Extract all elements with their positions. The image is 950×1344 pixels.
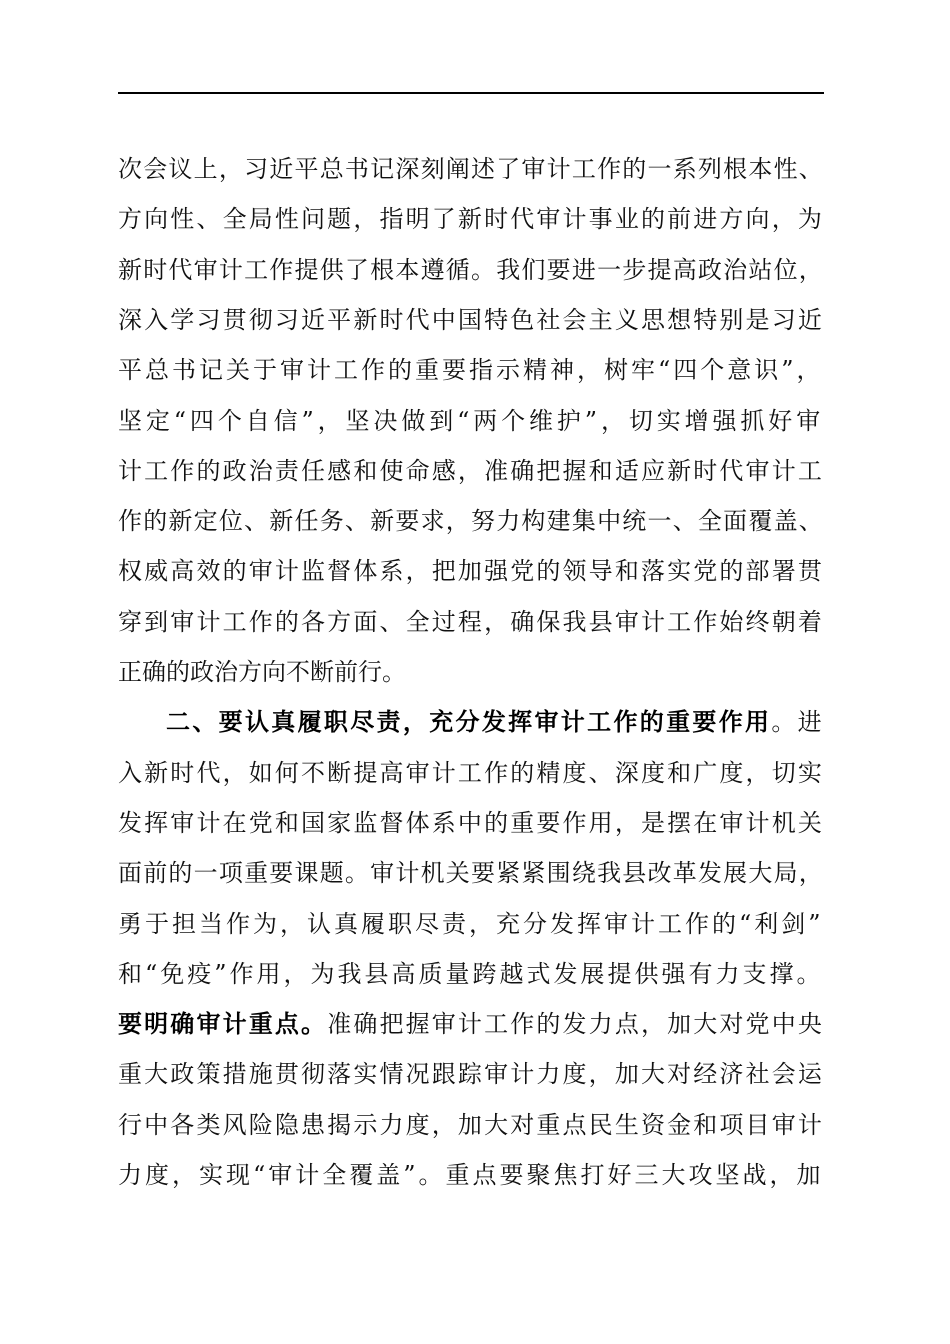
body-text: 次会议上，习近平总书记深刻阐述了审计工作的一系列根本性、 bbox=[118, 155, 824, 183]
body-text: 入新时代，如何不断提高审计工作的精度、深度和广度，切实 bbox=[118, 759, 824, 787]
body-text: 勇于担当作为，认真履职尽责，充分发挥审计工作的“利剑” bbox=[118, 910, 824, 938]
text-line bbox=[118, 303, 824, 337]
text-line bbox=[118, 554, 824, 588]
body-text: 面前的一项重要课题。审计机关要紧紧围绕我县改革发展大局， bbox=[118, 859, 824, 887]
body-text: 平总书记关于审计工作的重要指示精神，树牢“四个意识”， bbox=[118, 356, 824, 384]
text-line bbox=[118, 856, 824, 890]
body-text: 行中各类风险隐患揭示力度，加大对重点民生资金和项目审计 bbox=[118, 1111, 824, 1139]
body-text: 重大政策措施贯彻落实情况跟踪审计力度，加大对经济社会运 bbox=[118, 1060, 824, 1088]
body-text: 计工作的政治责任感和使命感，准确把握和适应新时代审计工 bbox=[118, 457, 824, 485]
text-line bbox=[166, 705, 824, 739]
text-line bbox=[118, 1108, 824, 1142]
text-line bbox=[118, 202, 824, 236]
text-line bbox=[118, 1007, 824, 1041]
body-text: 准确把握审计工作的发力点，加大对党中央 bbox=[327, 1010, 825, 1038]
text-line bbox=[118, 605, 824, 639]
text-line bbox=[118, 504, 824, 538]
text-line bbox=[118, 1057, 824, 1091]
text-line bbox=[118, 152, 824, 186]
body-text: 发挥审计在党和国家监督体系中的重要作用，是摆在审计机关 bbox=[118, 809, 824, 837]
body-text: 力度，实现“审计全覆盖”。重点要聚焦打好三大攻坚战，加 bbox=[118, 1161, 824, 1189]
body-text: 深入学习贯彻习近平新时代中国特色社会主义思想特别是习近 bbox=[118, 306, 824, 334]
text-line bbox=[118, 957, 824, 991]
body-text: 作的新定位、新任务、新要求，努力构建集中统一、全面覆盖、 bbox=[118, 507, 824, 535]
bold-heading-text: 二、要认真履职尽责，充分发挥审计工作的重要作用 bbox=[166, 707, 772, 736]
body-text: 方向性、全局性问题，指明了新时代审计事业的前进方向，为 bbox=[118, 205, 824, 233]
body-text: 。进 bbox=[771, 708, 824, 736]
body-text: 新时代审计工作提供了根本遵循。我们要进一步提高政治站位， bbox=[118, 256, 824, 284]
text-line bbox=[118, 253, 824, 287]
header-rule bbox=[118, 92, 824, 94]
body-text: 和“免疫”作用，为我县高质量跨越式发展提供强有力支撑。 bbox=[118, 960, 824, 988]
text-line bbox=[118, 806, 824, 840]
text-line bbox=[118, 655, 406, 689]
text-line bbox=[118, 353, 824, 387]
text-line bbox=[118, 454, 824, 488]
text-line bbox=[118, 907, 824, 941]
bold-heading-text: 要明确审计重点。 bbox=[118, 1009, 328, 1038]
text-line bbox=[118, 404, 824, 438]
body-text: 坚定“四个自信”，坚决做到“两个维护”，切实增强抓好审 bbox=[118, 407, 825, 435]
body-text: 穿到审计工作的各方面、全过程，确保我县审计工作始终朝着 bbox=[118, 608, 824, 636]
body-text: 权威高效的审计监督体系，把加强党的领导和落实党的部署贯 bbox=[118, 557, 824, 585]
body-text: 正确的政治方向不断前行。 bbox=[118, 658, 406, 686]
text-line bbox=[118, 1158, 824, 1192]
text-line bbox=[118, 756, 824, 790]
